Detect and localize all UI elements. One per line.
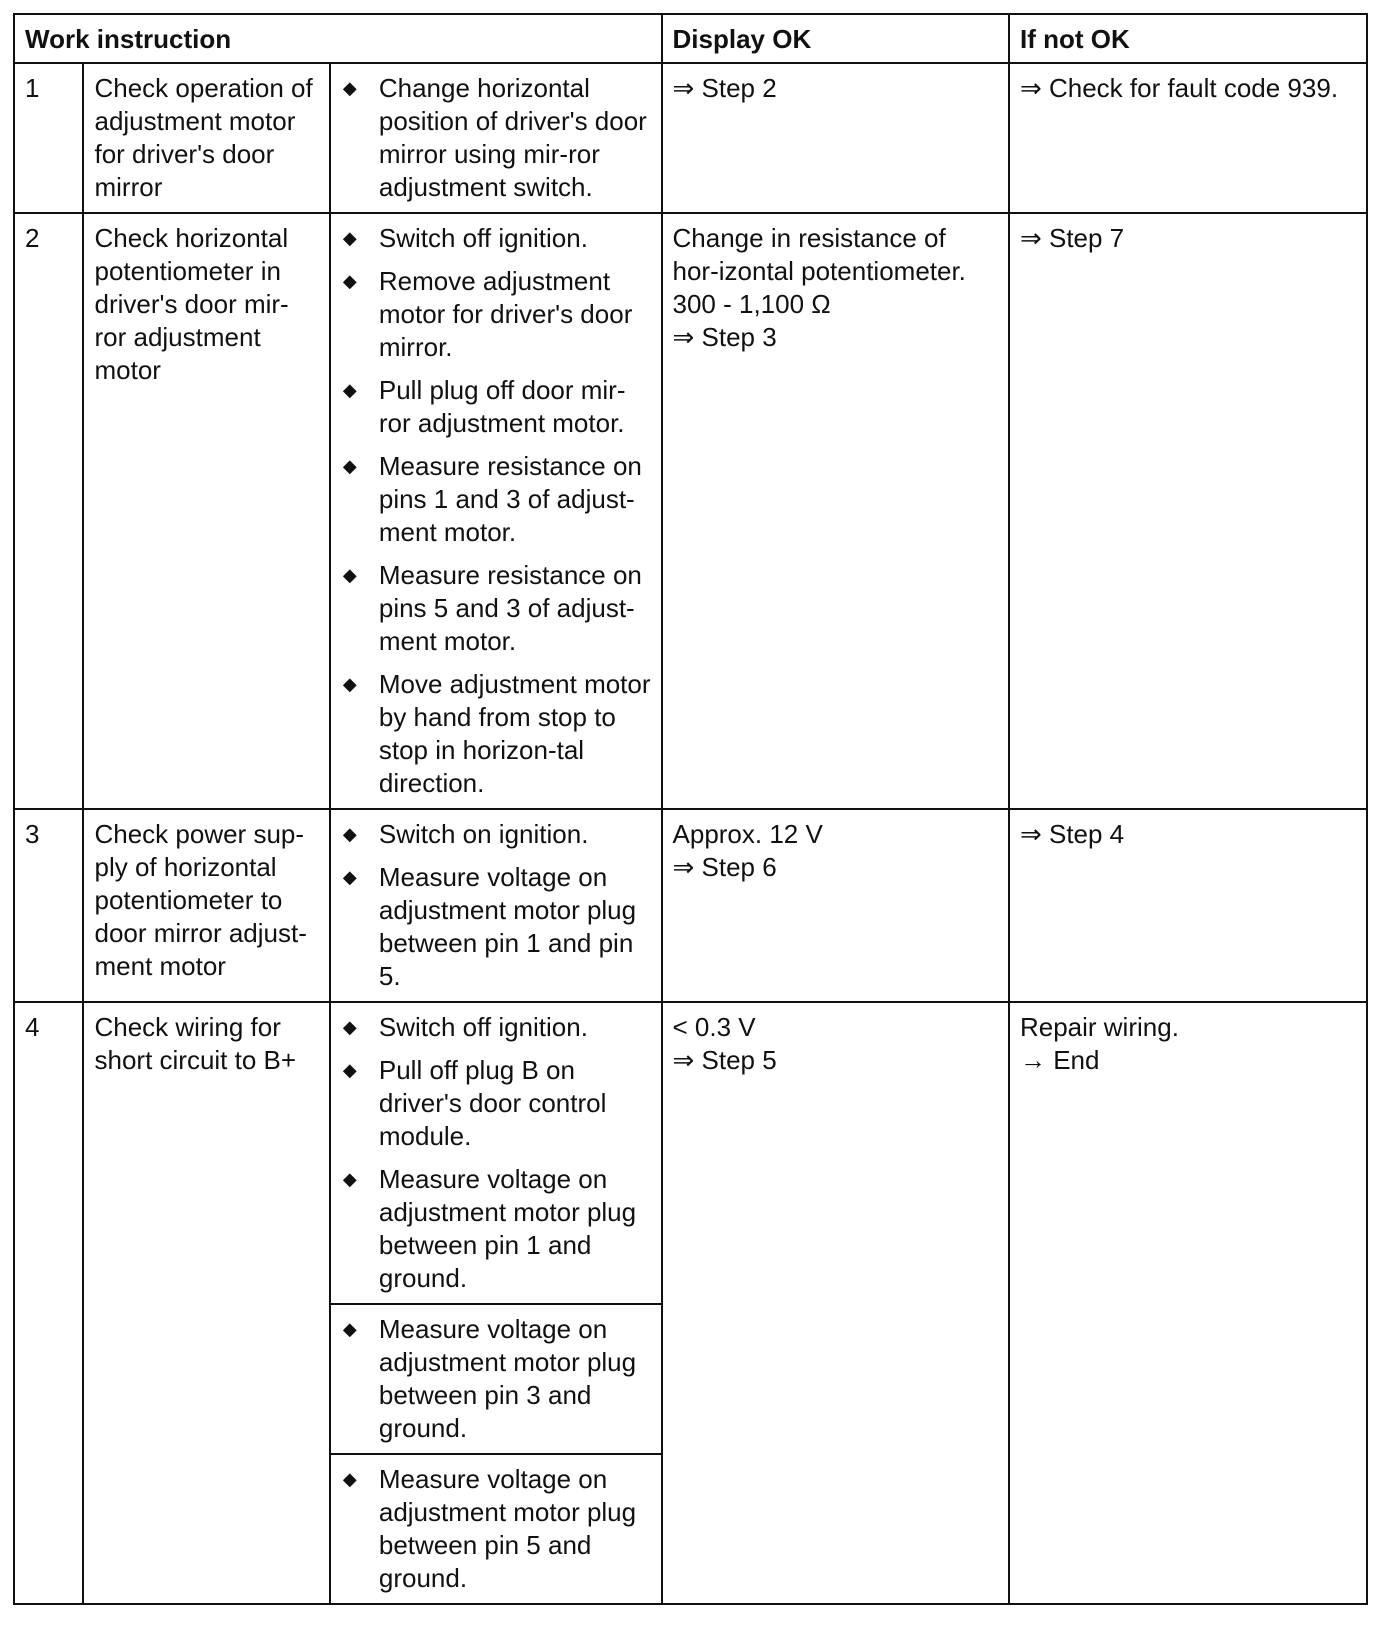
- table-row: [14, 213, 1367, 809]
- list-item: ◆ Switch off ignition.: [342, 223, 588, 253]
- step-instructions: [330, 63, 662, 213]
- bullet-diamond-icon: ◆: [342, 380, 357, 400]
- bullet-diamond-icon: ◆: [342, 1469, 357, 1489]
- if-not-ok-cell: Repair wiring. → End: [1009, 1002, 1367, 1604]
- bullet-diamond-icon: ◆: [342, 674, 357, 694]
- bullet-diamond-icon: ◆: [342, 565, 357, 585]
- list-item: ◆ Measure resistance on pins 1 and 3 of adjust-ment motor.: [342, 451, 642, 547]
- step-title: Check operation of adjustment motor for driver's door mirror: [83, 63, 329, 213]
- list-item: ◆ Remove adjustment motor for driver's door mirror.: [342, 266, 633, 362]
- step-instructions: [330, 213, 662, 809]
- header-work-instruction: Work instruction: [14, 14, 662, 63]
- list-item: ◆ Switch on ignition.: [342, 819, 589, 849]
- bullet-diamond-icon: ◆: [342, 1319, 357, 1339]
- work-instruction-table: [13, 13, 1368, 1605]
- step-number: 3: [14, 809, 83, 1002]
- table-row: [14, 809, 1367, 1002]
- step-number: 4: [14, 1002, 83, 1604]
- step-number: 2: [14, 213, 83, 809]
- display-ok-cell: Change in resistance of hor-izontal potentiometer. 300 - 1,100 Ω ⇒ Step 3: [662, 213, 1009, 809]
- list-item: ◆ Measure voltage on adjustment motor plug between pin 3 and ground.: [342, 1314, 637, 1443]
- if-not-ok-cell: ⇒ Step 7: [1009, 213, 1367, 809]
- list-item: ◆ Move adjustment motor by hand from stop to stop in horizon-tal direction.: [342, 669, 651, 798]
- step-instructions: [330, 1304, 662, 1454]
- step-instructions: [330, 809, 662, 1002]
- step-title: Check horizontal potentiometer in driver's door mir-ror adjustment motor: [83, 213, 329, 809]
- display-ok-cell: Approx. 12 V ⇒ Step 6: [662, 809, 1009, 1002]
- list-item: ◆ Switch off ignition.: [342, 1012, 588, 1042]
- step-instructions: [330, 1002, 662, 1304]
- step-instructions: [330, 1454, 662, 1604]
- bullet-diamond-icon: ◆: [342, 228, 357, 248]
- display-ok-cell: < 0.3 V ⇒ Step 5: [662, 1002, 1009, 1604]
- step-title: Check wiring for short circuit to B+: [83, 1002, 329, 1604]
- list-item: ◆ Measure resistance on pins 5 and 3 of adjust-ment motor.: [342, 560, 642, 656]
- header-row: [14, 14, 1367, 63]
- header-display-ok: Display OK: [662, 14, 1009, 63]
- display-ok-cell: ⇒ Step 2: [662, 63, 1009, 213]
- list-item: ◆ Measure voltage on adjustment motor plug between pin 1 and pin 5.: [342, 862, 637, 991]
- header-if-not-ok: If not OK: [1009, 14, 1367, 63]
- bullet-diamond-icon: ◆: [342, 867, 357, 887]
- list-item: ◆ Pull off plug B on driver's door control module.: [342, 1055, 607, 1151]
- table-row: [14, 1002, 1367, 1304]
- bullet-diamond-icon: ◆: [342, 456, 357, 476]
- bullet-diamond-icon: ◆: [342, 1017, 357, 1037]
- bullet-diamond-icon: ◆: [342, 824, 357, 844]
- bullet-diamond-icon: ◆: [342, 271, 357, 291]
- step-title: Check power sup-ply of horizontal potentiometer to door mirror adjust-ment motor: [83, 809, 329, 1002]
- list-item: ◆ Pull plug off door mir-ror adjustment motor.: [342, 375, 626, 438]
- table-row: [14, 63, 1367, 213]
- list-item: ◆ Measure voltage on adjustment motor plug between pin 1 and ground.: [342, 1164, 637, 1293]
- step-number: 1: [14, 63, 83, 213]
- bullet-diamond-icon: ◆: [342, 78, 357, 98]
- bullet-diamond-icon: ◆: [342, 1169, 357, 1189]
- list-item: ◆ Change horizontal position of driver's door mirror using mir-ror adjustment switch.: [342, 73, 647, 202]
- bullet-diamond-icon: ◆: [342, 1060, 357, 1080]
- list-item: ◆ Measure voltage on adjustment motor plug between pin 5 and ground.: [342, 1464, 637, 1593]
- if-not-ok-cell: ⇒ Step 4: [1009, 809, 1367, 1002]
- if-not-ok-cell: ⇒ Check for fault code 939.: [1009, 63, 1367, 213]
